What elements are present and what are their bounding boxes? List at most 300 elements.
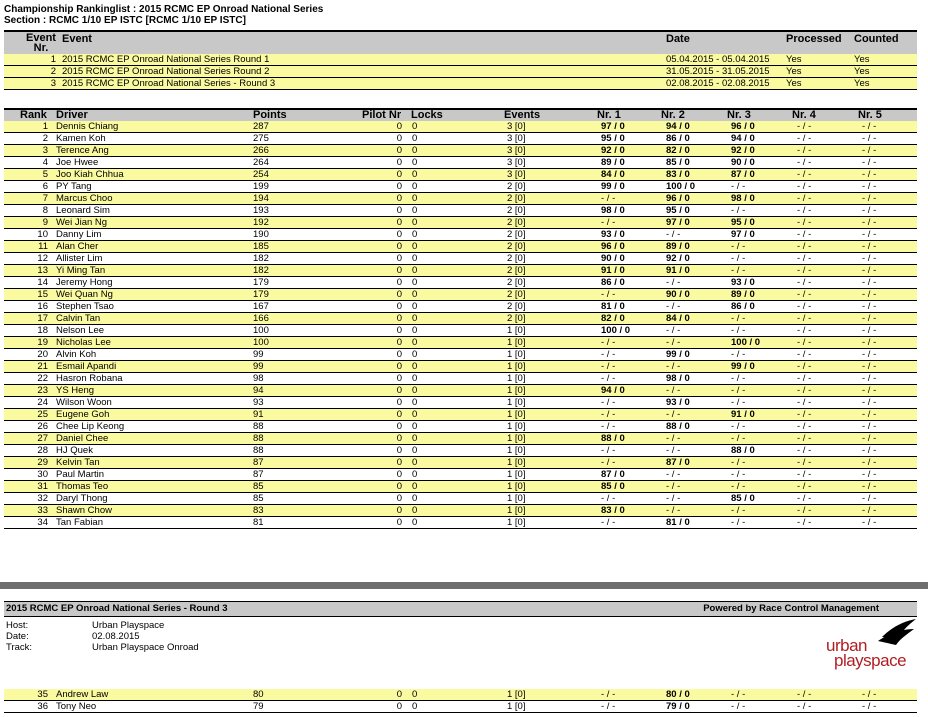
nr3-cell: - / -: [731, 433, 746, 444]
nr2-cell: - / -: [666, 301, 681, 312]
points-cell: 80: [253, 689, 264, 700]
nr3-cell: - / -: [731, 253, 746, 264]
events-cell: 2 [0]: [507, 289, 526, 300]
points-cell: 254: [253, 169, 269, 180]
pilot-nr-cell: 0: [396, 121, 402, 132]
nr3-cell: 92 / 0: [731, 145, 755, 156]
event-date: 05.04.2015 - 05.04.2015: [666, 54, 770, 65]
col-event: Event: [62, 33, 92, 45]
rank-cell: 10: [37, 229, 48, 240]
driver-cell: Danny Lim: [56, 229, 102, 240]
points-cell: 83: [253, 505, 264, 516]
points-cell: 88: [253, 433, 264, 444]
ranking-row: [4, 493, 917, 505]
locks-cell: 0: [412, 277, 418, 288]
col-points: Points: [253, 109, 287, 121]
ranking-row: [4, 385, 917, 397]
nr3-cell: - / -: [731, 325, 746, 336]
nr4-cell: - / -: [797, 253, 812, 264]
nr5-cell: - / -: [862, 133, 877, 144]
locks-cell: 0: [412, 517, 418, 528]
nr2-cell: 79 / 0: [666, 701, 690, 712]
track-value: Urban Playspace Onroad: [92, 642, 199, 653]
nr1-cell: 84 / 0: [601, 169, 625, 180]
driver-cell: Jeremy Hong: [56, 277, 113, 288]
ranking-row: [4, 301, 917, 313]
pilot-nr-cell: 0: [396, 445, 402, 456]
points-cell: 100: [253, 325, 269, 336]
event-processed: Yes: [786, 54, 802, 65]
points-cell: 179: [253, 289, 269, 300]
nr1-cell: - / -: [601, 409, 616, 420]
nr2-cell: 81 / 0: [666, 517, 690, 528]
nr4-cell: - / -: [797, 469, 812, 480]
ranking-row: [4, 409, 917, 421]
nr2-cell: 96 / 0: [666, 193, 690, 204]
rank-cell: 8: [42, 205, 48, 216]
section-title: Section : RCMC 1/10 EP ISTC [RCMC 1/10 EP ISTC]: [4, 15, 246, 26]
rank-cell: 5: [42, 169, 48, 180]
nr3-cell: 91 / 0: [731, 409, 755, 420]
driver-cell: Kamen Koh: [56, 133, 106, 144]
nr2-cell: 80 / 0: [666, 689, 690, 700]
nr4-cell: - / -: [797, 361, 812, 372]
nr1-cell: 93 / 0: [601, 229, 625, 240]
rank-cell: 14: [37, 277, 48, 288]
nr5-cell: - / -: [862, 337, 877, 348]
footer-band: [4, 601, 917, 617]
locks-cell: 0: [412, 193, 418, 204]
rank-cell: 22: [37, 373, 48, 384]
driver-cell: HJ Quek: [56, 445, 93, 456]
locks-cell: 0: [412, 349, 418, 360]
nr1-cell: 81 / 0: [601, 301, 625, 312]
event-processed: Yes: [786, 66, 802, 77]
rank-cell: 25: [37, 409, 48, 420]
points-cell: 79: [253, 701, 264, 712]
events-cell: 1 [0]: [507, 433, 526, 444]
nr5-cell: - / -: [862, 229, 877, 240]
driver-cell: Chee Lip Keong: [56, 421, 125, 432]
nr3-cell: 88 / 0: [731, 445, 755, 456]
driver-cell: Alvin Koh: [56, 349, 97, 360]
nr2-cell: 87 / 0: [666, 457, 690, 468]
rank-cell: 4: [42, 157, 48, 168]
ranking-row: [4, 289, 917, 301]
ranking-row: [4, 265, 917, 277]
nr3-cell: - / -: [731, 313, 746, 324]
nr2-cell: - / -: [666, 409, 681, 420]
pilot-nr-cell: 0: [396, 325, 402, 336]
event-counted: Yes: [854, 66, 870, 77]
nr5-cell: - / -: [862, 121, 877, 132]
nr2-cell: - / -: [666, 469, 681, 480]
events-cell: 3 [0]: [507, 133, 526, 144]
rank-cell: 18: [37, 325, 48, 336]
pilot-nr-cell: 0: [396, 277, 402, 288]
nr1-cell: 97 / 0: [601, 121, 625, 132]
ranking-row: [4, 689, 917, 701]
pilot-nr-cell: 0: [396, 701, 402, 712]
date-value: 02.08.2015: [92, 631, 140, 642]
pilot-nr-cell: 0: [396, 145, 402, 156]
pilot-nr-cell: 0: [396, 373, 402, 384]
nr4-cell: - / -: [797, 505, 812, 516]
nr1-cell: 82 / 0: [601, 313, 625, 324]
points-cell: 100: [253, 337, 269, 348]
pilot-nr-cell: 0: [396, 205, 402, 216]
nr2-cell: 100 / 0: [666, 181, 696, 192]
events-cell: 1 [0]: [507, 505, 526, 516]
nr5-cell: - / -: [862, 445, 877, 456]
pilot-nr-cell: 0: [396, 337, 402, 348]
points-cell: 190: [253, 229, 269, 240]
driver-cell: YS Heng: [56, 385, 95, 396]
locks-cell: 0: [412, 289, 418, 300]
nr5-cell: - / -: [862, 301, 877, 312]
nr1-cell: 99 / 0: [601, 181, 625, 192]
driver-cell: Yi Ming Tan: [56, 265, 106, 276]
points-cell: 182: [253, 253, 269, 264]
events-cell: 2 [0]: [507, 313, 526, 324]
ranking-row: [4, 337, 917, 349]
nr1-cell: 91 / 0: [601, 265, 625, 276]
events-cell: 3 [0]: [507, 145, 526, 156]
event-counted: Yes: [854, 54, 870, 65]
pilot-nr-cell: 0: [396, 481, 402, 492]
pilot-nr-cell: 0: [396, 301, 402, 312]
event-processed: Yes: [786, 78, 802, 89]
nr2-cell: 85 / 0: [666, 157, 690, 168]
nr4-cell: - / -: [797, 121, 812, 132]
points-cell: 93: [253, 397, 264, 408]
pilot-nr-cell: 0: [396, 193, 402, 204]
points-cell: 85: [253, 493, 264, 504]
event-date: 31.05.2015 - 31.05.2015: [666, 66, 770, 77]
nr5-cell: - / -: [862, 253, 877, 264]
rank-cell: 32: [37, 493, 48, 504]
nr3-cell: - / -: [731, 701, 746, 712]
rank-cell: 3: [42, 145, 48, 156]
nr4-cell: - / -: [797, 241, 812, 252]
nr3-cell: - / -: [731, 397, 746, 408]
nr5-cell: - / -: [862, 277, 877, 288]
events-cell: 2 [0]: [507, 265, 526, 276]
nr1-cell: - / -: [601, 397, 616, 408]
rank-cell: 35: [37, 689, 48, 700]
events-cell: 1 [0]: [507, 493, 526, 504]
nr3-cell: - / -: [731, 181, 746, 192]
locks-cell: 0: [412, 469, 418, 480]
nr1-cell: 96 / 0: [601, 241, 625, 252]
nr4-cell: - / -: [797, 301, 812, 312]
nr3-cell: 99 / 0: [731, 361, 755, 372]
pilot-nr-cell: 0: [396, 289, 402, 300]
nr4-cell: - / -: [797, 277, 812, 288]
events-cell: 1 [0]: [507, 457, 526, 468]
rank-cell: 9: [42, 217, 48, 228]
events-cell: 1 [0]: [507, 373, 526, 384]
nr4-cell: - / -: [797, 133, 812, 144]
event-name: 2015 RCMC EP Onroad National Series - Round 3: [62, 78, 276, 89]
nr1-cell: 90 / 0: [601, 253, 625, 264]
nr1-cell: 100 / 0: [601, 325, 631, 336]
ranking-row: [4, 361, 917, 373]
locks-cell: 0: [412, 145, 418, 156]
nr5-cell: - / -: [862, 457, 877, 468]
nr1-cell: 85 / 0: [601, 481, 625, 492]
events-cell: 1 [0]: [507, 385, 526, 396]
driver-cell: Wilson Woon: [56, 397, 112, 408]
nr5-cell: - / -: [862, 169, 877, 180]
locks-cell: 0: [412, 493, 418, 504]
nr2-cell: - / -: [666, 325, 681, 336]
driver-cell: Nicholas Lee: [56, 337, 111, 348]
nr4-cell: - / -: [797, 421, 812, 432]
nr1-cell: 94 / 0: [601, 385, 625, 396]
nr1-cell: - / -: [601, 361, 616, 372]
nr3-cell: - / -: [731, 373, 746, 384]
driver-cell: Calvin Tan: [56, 313, 101, 324]
ranking-row: [4, 229, 917, 241]
events-cell: 1 [0]: [507, 445, 526, 456]
nr3-cell: - / -: [731, 457, 746, 468]
nr4-cell: - / -: [797, 457, 812, 468]
driver-cell: Daniel Chee: [56, 433, 109, 444]
points-cell: 193: [253, 205, 269, 216]
events-cell: 1 [0]: [507, 421, 526, 432]
nr2-cell: 94 / 0: [666, 121, 690, 132]
nr2-cell: 97 / 0: [666, 217, 690, 228]
nr1-cell: 89 / 0: [601, 157, 625, 168]
pilot-nr-cell: 0: [396, 517, 402, 528]
points-cell: 98: [253, 373, 264, 384]
event-row: [4, 54, 917, 66]
nr4-cell: - / -: [797, 701, 812, 712]
nr5-cell: - / -: [862, 481, 877, 492]
event-nr: 3: [50, 78, 56, 89]
events-cell: 1 [0]: [507, 689, 526, 700]
events-cell: 1 [0]: [507, 701, 526, 712]
nr3-cell: 90 / 0: [731, 157, 755, 168]
events-cell: 2 [0]: [507, 193, 526, 204]
points-cell: 99: [253, 361, 264, 372]
nr2-cell: 98 / 0: [666, 373, 690, 384]
nr2-cell: 90 / 0: [666, 289, 690, 300]
ranking-row: [4, 181, 917, 193]
nr5-cell: - / -: [862, 265, 877, 276]
events-cell: 1 [0]: [507, 337, 526, 348]
event-nr: 2: [50, 66, 56, 77]
nr2-cell: 86 / 0: [666, 133, 690, 144]
rank-cell: 6: [42, 181, 48, 192]
points-cell: 166: [253, 313, 269, 324]
locks-cell: 0: [412, 385, 418, 396]
points-cell: 88: [253, 445, 264, 456]
locks-cell: 0: [412, 361, 418, 372]
nr1-cell: 87 / 0: [601, 469, 625, 480]
points-cell: 182: [253, 265, 269, 276]
nr2-cell: 89 / 0: [666, 241, 690, 252]
points-cell: 81: [253, 517, 264, 528]
ranking-row: [4, 205, 917, 217]
events-cell: 1 [0]: [507, 361, 526, 372]
rank-cell: 23: [37, 385, 48, 396]
rank-cell: 11: [38, 241, 48, 252]
nr5-cell: - / -: [862, 289, 877, 300]
events-cell: 2 [0]: [507, 253, 526, 264]
locks-cell: 0: [412, 301, 418, 312]
pilot-nr-cell: 0: [396, 349, 402, 360]
nr5-cell: - / -: [862, 517, 877, 528]
rank-cell: 24: [37, 397, 48, 408]
col-nr1: Nr. 1: [597, 109, 621, 121]
locks-cell: 0: [412, 265, 418, 276]
points-cell: 85: [253, 481, 264, 492]
driver-cell: Joe Hwee: [56, 157, 99, 168]
nr5-cell: - / -: [862, 313, 877, 324]
driver-cell: Marcus Choo: [56, 193, 113, 204]
events-cell: 1 [0]: [507, 409, 526, 420]
locks-cell: 0: [412, 157, 418, 168]
nr5-cell: - / -: [862, 689, 877, 700]
pilot-nr-cell: 0: [396, 493, 402, 504]
event-row: [4, 78, 917, 90]
locks-cell: 0: [412, 373, 418, 384]
locks-cell: 0: [412, 481, 418, 492]
ranking-row: [4, 325, 917, 337]
locks-cell: 0: [412, 241, 418, 252]
pilot-nr-cell: 0: [396, 433, 402, 444]
nr2-cell: - / -: [666, 433, 681, 444]
ranking-row: [4, 217, 917, 229]
points-cell: 167: [253, 301, 269, 312]
nr3-cell: 87 / 0: [731, 169, 755, 180]
nr5-cell: - / -: [862, 433, 877, 444]
nr3-cell: 97 / 0: [731, 229, 755, 240]
ranking-row: [4, 241, 917, 253]
events-cell: 2 [0]: [507, 277, 526, 288]
urban-playspace-logo: [820, 617, 920, 673]
col-counted: Counted: [854, 33, 899, 45]
host-value: Urban Playspace: [92, 620, 165, 631]
events-cell: 1 [0]: [507, 325, 526, 336]
nr1-cell: - / -: [601, 517, 616, 528]
rank-cell: 21: [37, 361, 48, 372]
rank-cell: 15: [37, 289, 48, 300]
locks-cell: 0: [412, 133, 418, 144]
nr4-cell: - / -: [797, 325, 812, 336]
rank-cell: 36: [37, 701, 48, 712]
driver-cell: PY Tang: [56, 181, 92, 192]
event-counted: Yes: [854, 78, 870, 89]
ranking-row: [4, 121, 917, 133]
pilot-nr-cell: 0: [396, 313, 402, 324]
date-label: Date:: [6, 631, 29, 642]
nr3-cell: 96 / 0: [731, 121, 755, 132]
nr1-cell: 88 / 0: [601, 433, 625, 444]
logo-text-playspace: playspace: [834, 651, 907, 670]
nr3-cell: - / -: [731, 689, 746, 700]
nr3-cell: - / -: [731, 241, 746, 252]
pilot-nr-cell: 0: [396, 505, 402, 516]
locks-cell: 0: [412, 181, 418, 192]
locks-cell: 0: [412, 397, 418, 408]
nr5-cell: - / -: [862, 701, 877, 712]
pilot-nr-cell: 0: [396, 157, 402, 168]
ranking-row: [4, 133, 917, 145]
nr2-cell: - / -: [666, 337, 681, 348]
events-cell: 2 [0]: [507, 217, 526, 228]
nr2-cell: - / -: [666, 385, 681, 396]
ranking-row: [4, 277, 917, 289]
nr3-cell: 86 / 0: [731, 301, 755, 312]
pilot-nr-cell: 0: [396, 421, 402, 432]
nr1-cell: 92 / 0: [601, 145, 625, 156]
nr4-cell: - / -: [797, 181, 812, 192]
nr4-cell: - / -: [797, 205, 812, 216]
nr4-cell: - / -: [797, 689, 812, 700]
events-cell: 2 [0]: [507, 181, 526, 192]
events-cell: 1 [0]: [507, 517, 526, 528]
nr2-cell: - / -: [666, 445, 681, 456]
driver-cell: Eugene Goh: [56, 409, 110, 420]
nr5-cell: - / -: [862, 325, 877, 336]
nr1-cell: - / -: [601, 493, 616, 504]
rank-cell: 2: [42, 133, 48, 144]
points-cell: 91: [253, 409, 264, 420]
events-table-header: [4, 30, 917, 55]
events-cell: 3 [0]: [507, 121, 526, 132]
powered-by: Powered by Race Control Management: [703, 603, 879, 614]
nr4-cell: - / -: [797, 397, 812, 408]
nr3-cell: - / -: [731, 469, 746, 480]
rank-cell: 7: [42, 193, 48, 204]
rank-cell: 34: [37, 517, 48, 528]
nr4-cell: - / -: [797, 481, 812, 492]
events-cell: 2 [0]: [507, 301, 526, 312]
pilot-nr-cell: 0: [396, 397, 402, 408]
ranking-row: [4, 169, 917, 181]
nr1-cell: - / -: [601, 289, 616, 300]
driver-cell: Kelvin Tan: [56, 457, 100, 468]
nr4-cell: - / -: [797, 445, 812, 456]
nr2-cell: - / -: [666, 229, 681, 240]
nr3-cell: - / -: [731, 385, 746, 396]
nr3-cell: - / -: [731, 517, 746, 528]
driver-cell: Joo Kiah Chhua: [56, 169, 124, 180]
locks-cell: 0: [412, 313, 418, 324]
nr4-cell: - / -: [797, 313, 812, 324]
nr4-cell: - / -: [797, 157, 812, 168]
nr2-cell: - / -: [666, 481, 681, 492]
driver-cell: Tony Neo: [56, 701, 97, 712]
logo-text-urban: urban: [826, 636, 867, 655]
nr1-cell: - / -: [601, 701, 616, 712]
col-nr3: Nr. 3: [727, 109, 751, 121]
rank-cell: 19: [37, 337, 48, 348]
events-cell: 1 [0]: [507, 397, 526, 408]
driver-cell: Hasron Robana: [56, 373, 123, 384]
rank-cell: 31: [37, 481, 48, 492]
nr4-cell: - / -: [797, 433, 812, 444]
ranking-row: [4, 505, 917, 517]
locks-cell: 0: [412, 169, 418, 180]
points-cell: 264: [253, 157, 269, 168]
locks-cell: 0: [412, 121, 418, 132]
locks-cell: 0: [412, 701, 418, 712]
driver-cell: Leonard Sim: [56, 205, 110, 216]
